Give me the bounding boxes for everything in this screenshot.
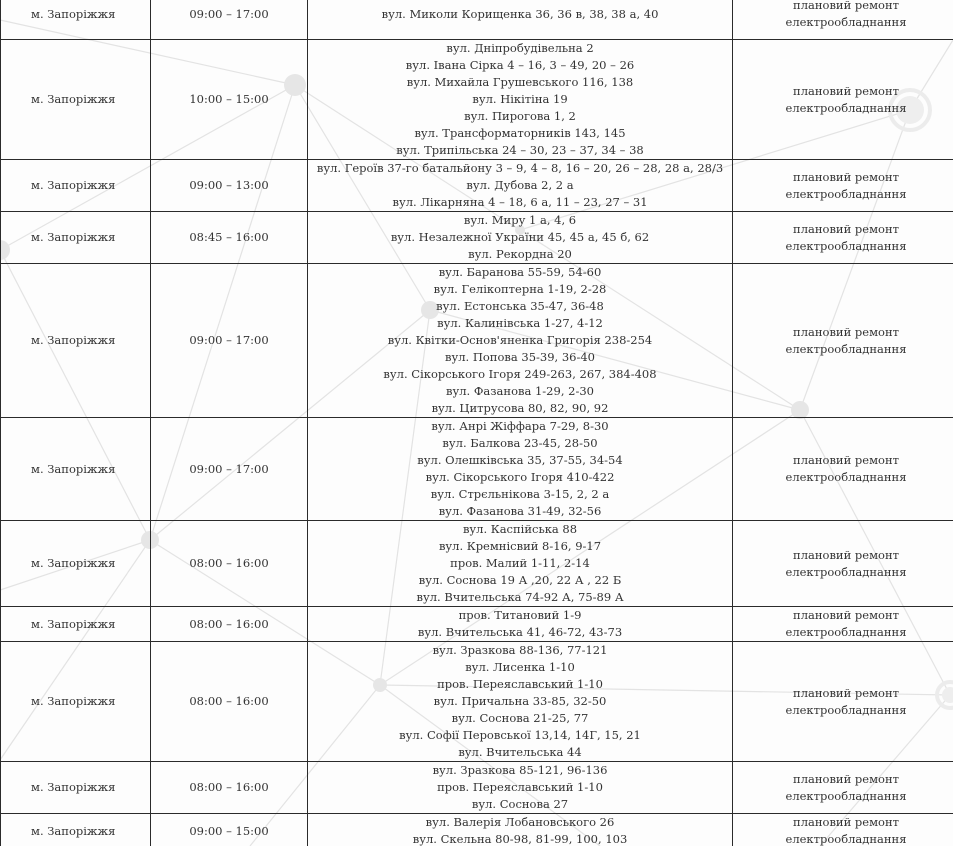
street-line: вул. Балкова 23-45, 28-50 [442, 436, 598, 450]
reason-line: електрообладнання [785, 788, 907, 803]
reason-line: плановий ремонт [793, 453, 899, 467]
street-line: вул. Соснова 27 [471, 797, 569, 811]
street-line: пров. Малий 1-11, 2-14 [450, 556, 590, 570]
street-line: вул. Соснова 21-25, 77 [451, 711, 589, 725]
street-line: вул. Нікітіна 19 [472, 92, 568, 106]
street-line: вул. Лікарняна 4 – 18, 6 а, 11 – 23, 27 – 31 [392, 195, 648, 209]
streets-cell [308, 762, 733, 814]
reason-line: плановий ремонт [793, 815, 899, 829]
reason-line: плановий ремонт [793, 83, 899, 98]
time-cell: 08:00 – 16:00 [151, 762, 308, 814]
street-line: вул. Трансформаторників 143, 145 [414, 126, 626, 140]
reason-cell [733, 814, 953, 846]
reason-cell [733, 212, 953, 264]
city-cell: м. Запоріжжя [1, 642, 151, 762]
reason-cell [733, 0, 953, 40]
street-line: вул. Фазанова 1-29, 2-30 [446, 384, 594, 398]
reason-cell [733, 642, 953, 762]
street-line: вул. Стрєльнікова 3-15, 2, 2 а [430, 487, 610, 501]
street-line: вул. Вчительська 74-92 А, 75-89 А [416, 590, 624, 604]
city-cell: м. Запоріжжя [1, 814, 151, 846]
reason-cell [733, 418, 953, 521]
city-cell: м. Запоріжжя [1, 418, 151, 521]
reason-line: плановий ремонт [793, 685, 899, 700]
street-line: вул. Миру 1 а, 4, 6 [463, 213, 577, 227]
time-cell: 08:45 – 16:00 [151, 212, 308, 264]
city-cell: м. Запоріжжя [1, 40, 151, 160]
street-line: пров. Титановий 1-9 [458, 608, 582, 622]
reason-line: плановий ремонт [793, 324, 899, 339]
reason-line: плановий ремонт [793, 608, 899, 622]
street-line: вул. Незалежної України 45, 45 а, 45 б, 62 [390, 230, 650, 244]
reason-line: електрообладнання [785, 832, 907, 846]
street-line: вул. Цитрусова 80, 82, 90, 92 [431, 401, 609, 415]
time-cell: 10:00 – 15:00 [151, 40, 308, 160]
street-line: вул. Івана Сірка 4 – 16, 3 – 49, 20 – 26 [405, 58, 635, 72]
reason-line: електрообладнання [785, 625, 907, 639]
street-line: вул. Квітки-Основ'яненка Григорія 238-254 [387, 333, 653, 347]
streets-cell [308, 40, 733, 160]
street-line: вул. Софії Перовської 13,14, 14Г, 15, 21 [399, 728, 641, 742]
reason-line: електрообладнання [785, 702, 907, 717]
street-line: вул. Валерія Лобановського 26 [425, 815, 615, 829]
streets-cell [308, 607, 733, 642]
time-cell: 08:00 – 16:00 [151, 521, 308, 607]
city-cell: м. Запоріжжя [1, 521, 151, 607]
street-line: вул. Вчительська 44 [458, 745, 582, 759]
time-cell: 09:00 – 13:00 [151, 160, 308, 212]
time-cell: 09:00 – 15:00 [151, 814, 308, 846]
street-line: вул. Олешківська 35, 37-55, 34-54 [417, 453, 623, 467]
street-line: вул. Сікорського Ігоря 410-422 [425, 470, 615, 484]
street-line: вул. Дніпробудівельна 2 [446, 41, 594, 55]
reason-line: електрообладнання [785, 238, 907, 253]
city-cell: м. Запоріжжя [1, 0, 151, 40]
street-line: вул. Дубова 2, 2 а [466, 178, 574, 192]
table-row [1, 212, 953, 264]
street-line: вул. Миколи Корищенка 36, 36 в, 38, 38 а, 40 [381, 6, 659, 21]
city-cell: м. Запоріжжя [1, 212, 151, 264]
streets-cell [308, 212, 733, 264]
time-cell: 09:00 – 17:00 [151, 418, 308, 521]
street-line: вул. Естонська 35-47, 36-48 [436, 299, 604, 313]
street-line: вул. Лисенка 1-10 [465, 660, 575, 674]
table-row [1, 264, 953, 418]
reason-line: плановий ремонт [793, 0, 899, 12]
time-cell: 09:00 – 17:00 [151, 264, 308, 418]
reason-cell [733, 521, 953, 607]
street-line: вул. Каспійська 88 [462, 522, 578, 536]
city-cell: м. Запоріжжя [1, 264, 151, 418]
reason-line: плановий ремонт [793, 221, 899, 236]
time-cell: 08:00 – 16:00 [151, 642, 308, 762]
street-line: вул. Соснова 19 А ,20, 22 А , 22 Б [418, 573, 622, 587]
streets-cell [308, 642, 733, 762]
reason-line: електрообладнання [785, 15, 907, 29]
streets-cell [308, 814, 733, 846]
city-cell: м. Запоріжжя [1, 607, 151, 642]
streets-cell [308, 418, 733, 521]
street-line: пров. Переяславський 1-10 [437, 780, 603, 794]
reason-cell [733, 40, 953, 160]
table-row [1, 40, 953, 160]
street-line: вул. Попова 35-39, 36-40 [445, 350, 595, 364]
table-row [1, 521, 953, 607]
table-row [1, 607, 953, 642]
reason-line: електрообладнання [785, 186, 907, 201]
street-line: вул. Героїв 37-го батальйону 3 – 9, 4 – 8, 16 – 20, 26 – 28, 28 а, 28/3 [316, 161, 724, 175]
street-line: вул. Зразкова 88-136, 77-121 [432, 643, 608, 657]
reason-cell [733, 264, 953, 418]
time-cell: 09:00 – 17:00 [151, 0, 308, 40]
reason-line: електрообладнання [785, 564, 907, 579]
reason-line: плановий ремонт [793, 771, 899, 786]
street-line: вул. Кремнісвий 8-16, 9-17 [438, 539, 602, 553]
street-line: вул. Рекордна 20 [468, 247, 572, 261]
reason-cell [733, 607, 953, 642]
reason-cell [733, 160, 953, 212]
table-row [1, 160, 953, 212]
street-line: вул. Вчительська 41, 46-72, 43-73 [417, 625, 623, 639]
street-line: вул. Михайла Грушевського 116, 138 [406, 75, 634, 89]
reason-line: електрообладнання [785, 100, 907, 115]
streets-cell [308, 0, 733, 40]
streets-cell [308, 264, 733, 418]
reason-line: плановий ремонт [793, 169, 899, 184]
reason-line: електрообладнання [785, 341, 907, 356]
reason-line: плановий ремонт [793, 547, 899, 562]
streets-cell [308, 521, 733, 607]
street-line: вул. Пирогова 1, 2 [464, 109, 576, 123]
time-cell: 08:00 – 16:00 [151, 607, 308, 642]
table-row [1, 642, 953, 762]
city-cell: м. Запоріжжя [1, 762, 151, 814]
table-row [1, 418, 953, 521]
table-row [1, 814, 953, 846]
street-line: вул. Сікорського Ігоря 249-263, 267, 384-408 [383, 367, 657, 381]
table-row [1, 762, 953, 814]
city-cell: м. Запоріжжя [1, 160, 151, 212]
street-line: вул. Зразкова 85-121, 96-136 [432, 763, 608, 777]
street-line: вул. Гелікоптерна 1-19, 2-28 [433, 282, 607, 296]
street-line: вул. Баранова 55-59, 54-60 [438, 265, 602, 279]
street-line: вул. Анрі Жіффара 7-29, 8-30 [431, 419, 609, 433]
reason-cell [733, 762, 953, 814]
street-line: вул. Скельна 80-98, 81-99, 100, 103 [412, 832, 628, 846]
street-line: вул. Калинівська 1-27, 4-12 [437, 316, 603, 330]
reason-line: електрообладнання [785, 470, 907, 484]
street-line: пров. Переяславський 1-10 [437, 677, 603, 691]
street-line: вул. Фазанова 31-49, 32-56 [438, 504, 602, 518]
streets-cell [308, 160, 733, 212]
street-line: вул. Трипільська 24 – 30, 23 – 37, 34 – 38 [396, 143, 644, 157]
table-row [1, 0, 953, 40]
street-line: вул. Причальна 33-85, 32-50 [433, 694, 607, 708]
